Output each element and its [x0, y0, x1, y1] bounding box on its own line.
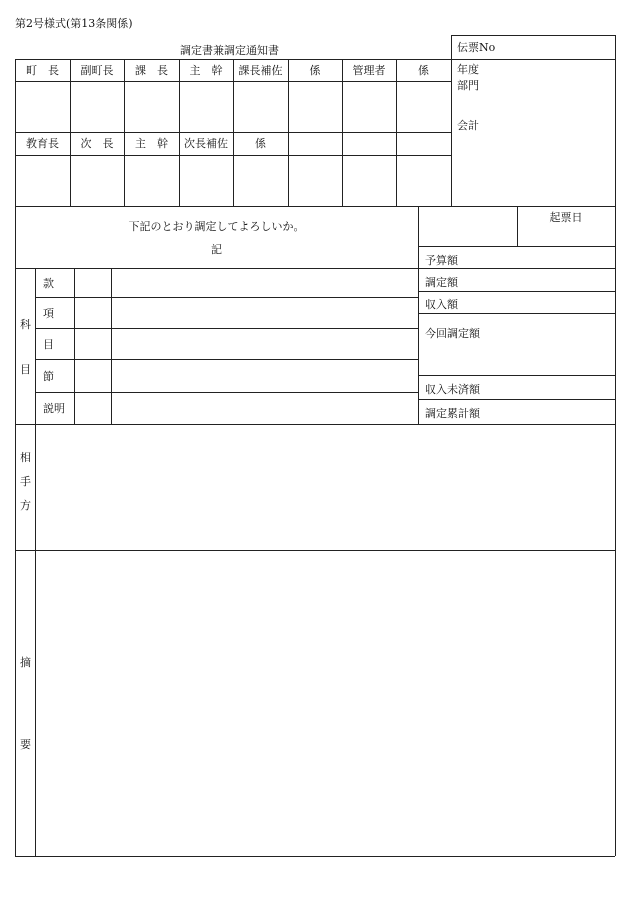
counterparty-label: 方: [20, 499, 31, 512]
stamp-cell[interactable]: [180, 156, 233, 206]
approver-header: 課長補佐: [238, 64, 283, 77]
request-text: 下記のとおり調定してよろしいか。: [128, 220, 305, 233]
subject-code-cell[interactable]: [75, 298, 111, 328]
stamp-cell[interactable]: [125, 82, 179, 132]
stamp-cell[interactable]: [234, 82, 288, 132]
stamp-cell[interactable]: [234, 156, 288, 206]
counterparty-label: 手: [20, 475, 31, 488]
budget-label: 予算額: [425, 254, 458, 267]
approver-header: 次 長: [80, 137, 114, 150]
counterparty-field[interactable]: [36, 425, 615, 550]
this-time-label: 今回調定額: [425, 327, 480, 340]
stamp-cell[interactable]: [180, 82, 233, 132]
issue-date-label: 起票日: [549, 211, 583, 224]
summary-label: 摘: [20, 656, 31, 669]
stamp-cell[interactable]: [71, 156, 124, 206]
subject-name-cell[interactable]: [112, 393, 418, 424]
approver-header: 次長補佐: [184, 137, 228, 150]
unreceived-label: 収入未済額: [425, 383, 480, 396]
subject-name-cell[interactable]: [112, 269, 418, 297]
approver-header: 係: [255, 137, 266, 150]
subject-name-cell[interactable]: [112, 329, 418, 359]
approver-header: 係: [309, 64, 321, 77]
subject-name-cell[interactable]: [112, 360, 418, 392]
subject-label-top: 科: [20, 318, 31, 331]
approver-header: 町 長: [26, 64, 59, 77]
issue-date-field[interactable]: [419, 207, 517, 246]
subject-row-label: 項: [43, 307, 54, 320]
form-number: 第2号様式(第13条関係): [15, 17, 133, 30]
subject-label-bottom: 目: [20, 363, 31, 376]
subject-code-cell[interactable]: [75, 269, 111, 297]
subject-row-label: 説明: [43, 402, 65, 415]
subject-row-label: 款: [43, 277, 54, 290]
stamp-cell[interactable]: [16, 156, 70, 206]
ki-label: 記: [211, 243, 222, 256]
approver-header: 課 長: [135, 64, 168, 77]
stamp-cell[interactable]: [343, 82, 396, 132]
approver-header: 管理者: [352, 64, 386, 77]
summary-label: 要: [20, 738, 31, 751]
subject-row-label: 目: [43, 338, 54, 351]
stamp-cell[interactable]: [71, 82, 124, 132]
department-label: 部門: [457, 79, 479, 92]
summary-field[interactable]: [36, 551, 615, 856]
approver-header: 主 幹: [135, 137, 168, 150]
approver-header: 副町長: [80, 64, 114, 77]
stamp-cell[interactable]: [289, 82, 342, 132]
subject-row-label: 節: [43, 370, 54, 383]
fiscal-year-label: 年度: [457, 63, 479, 76]
stamp-cell[interactable]: [397, 82, 451, 132]
slip-no-field[interactable]: [500, 37, 614, 58]
received-label: 収入額: [425, 298, 458, 311]
approver-header: 主 幹: [189, 64, 223, 77]
accounting-label: 会計: [457, 119, 479, 132]
subject-name-cell[interactable]: [112, 298, 418, 328]
assessed-label: 調定額: [425, 276, 458, 289]
subject-code-cell[interactable]: [75, 393, 111, 424]
stamp-cell[interactable]: [125, 156, 179, 206]
counterparty-label: 相: [20, 451, 31, 464]
approver-header: 教育長: [26, 137, 59, 150]
stamp-cell[interactable]: [16, 82, 70, 132]
subject-code-cell[interactable]: [75, 329, 111, 359]
slip-no-label: 伝票No: [457, 41, 496, 54]
form-title: 調定書兼調定通知書: [180, 44, 279, 57]
subject-code-cell[interactable]: [75, 360, 111, 392]
approver-header: 係: [418, 64, 429, 77]
cumulative-label: 調定累計額: [425, 407, 480, 420]
